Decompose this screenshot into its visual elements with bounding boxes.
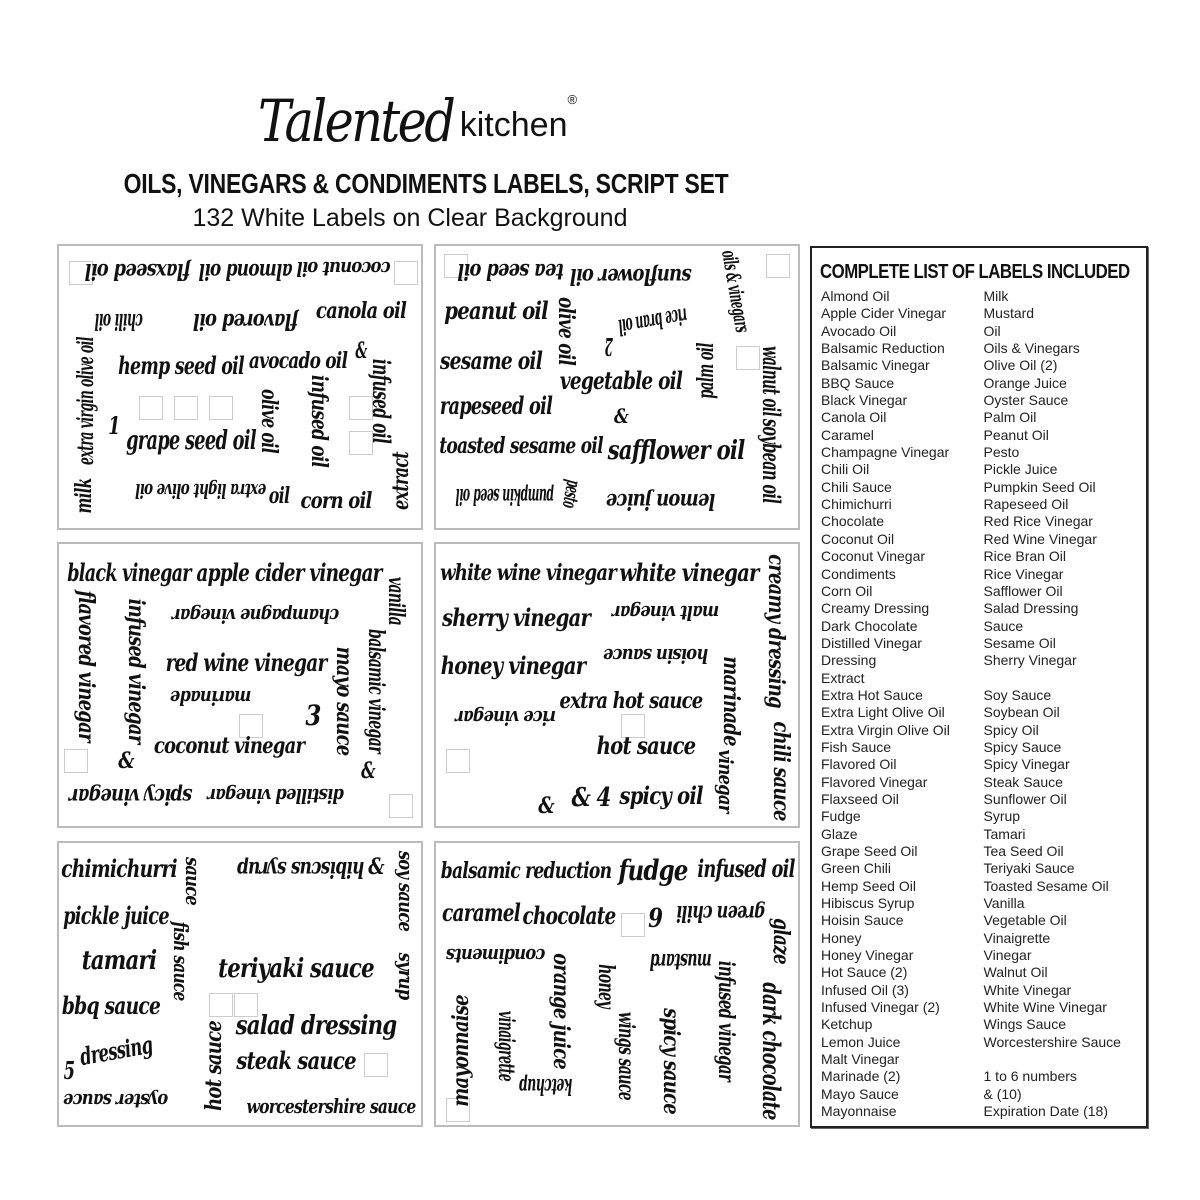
- script-label: creamy dressing: [763, 554, 789, 708]
- list-item: Extract: [821, 669, 865, 686]
- script-label: green chili: [676, 900, 766, 926]
- script-label: rapeseed oil: [439, 391, 553, 420]
- expiration-date-label: [446, 749, 470, 773]
- script-label: milk: [71, 478, 97, 514]
- list-item: Pickle Juice: [983, 461, 1058, 478]
- script-label: black vinegar: [67, 558, 191, 587]
- script-label: salad dressing: [235, 1011, 397, 1041]
- script-label: marinade: [170, 686, 252, 710]
- list-item: Fudge: [821, 808, 861, 825]
- list-item: Spicy Oil: [983, 721, 1039, 738]
- list-item: Flavored Vinegar: [821, 773, 928, 790]
- list-item: Dark Chocolate: [821, 617, 918, 634]
- script-label: &: [368, 854, 384, 880]
- list-item: Flaxseed Oil: [821, 790, 899, 807]
- script-label: orange juice: [548, 953, 574, 1069]
- list-item: Mustard: [983, 305, 1035, 322]
- list-heading: COMPLETE LIST OF LABELS INCLUDED: [820, 261, 1130, 283]
- script-label: safflower oil: [607, 436, 745, 466]
- script-label: 5: [63, 1056, 75, 1085]
- list-item: Black Vinegar: [821, 392, 908, 409]
- list-item: Coconut Vinegar: [821, 548, 926, 565]
- list-item: Hot Sauce (2): [821, 964, 908, 981]
- expiration-date-label: [364, 1053, 388, 1077]
- list-item: Oil: [983, 322, 1001, 339]
- script-label: oils & vinegars: [717, 248, 755, 334]
- list-item: Spicy Vinegar: [983, 756, 1070, 773]
- list-item: Distilled Vinegar: [821, 634, 922, 651]
- script-label: mustard: [650, 948, 712, 974]
- script-label: chili oil: [95, 308, 143, 334]
- script-label: infused oil: [367, 358, 396, 444]
- script-label: white wine vinegar: [440, 560, 616, 586]
- list-item: Vanilla: [983, 895, 1025, 912]
- list-item: Chili Oil: [821, 461, 870, 478]
- script-label: flavored vinegar: [73, 590, 99, 742]
- script-label: rice vinegar: [455, 706, 557, 730]
- script-label: wings sauce: [613, 1011, 639, 1101]
- script-label: extra virgin olive oil: [73, 337, 99, 465]
- script-label: dressing: [77, 1029, 155, 1072]
- list-left-column: [821, 288, 984, 1121]
- list-item: Apple Cider Vinegar: [821, 305, 947, 322]
- script-label: mayonnaise: [448, 995, 474, 1107]
- list-item: Ketchup: [821, 1016, 873, 1033]
- list-item: Steak Sauce: [983, 773, 1063, 790]
- list-item: Flavored Oil: [821, 756, 897, 773]
- script-label: hoisin sauce: [603, 644, 709, 668]
- list-item: Tamari: [983, 825, 1026, 842]
- list-item: Dressing: [821, 652, 877, 669]
- script-label: red wine vinegar: [165, 648, 327, 677]
- script-label: worcestershire sauce: [246, 1094, 416, 1118]
- list-item: Grape Seed Oil: [821, 843, 918, 859]
- script-label: fudge: [618, 854, 688, 887]
- list-item: Corn Oil: [821, 582, 873, 599]
- script-label: extract: [388, 452, 414, 510]
- script-label: marinade: [718, 656, 744, 746]
- script-label: balsamic reduction: [440, 858, 612, 884]
- script-label: sauce: [181, 856, 205, 906]
- list-item: Fish Sauce: [821, 738, 892, 755]
- list-item: Chocolate: [821, 513, 885, 530]
- script-label: coconut oil: [297, 257, 391, 281]
- script-label: steak sauce: [236, 1046, 356, 1075]
- script-label: olive oil: [553, 297, 579, 365]
- list-item: Extra Virgin Olive Oil: [821, 721, 950, 738]
- script-label: walnut oil: [757, 345, 786, 417]
- script-label: &: [538, 793, 554, 819]
- label-sheet-3: [57, 542, 423, 828]
- script-label: canola oil: [315, 298, 407, 324]
- script-label: 1: [108, 411, 120, 440]
- script-label: almond oil: [199, 258, 293, 284]
- list-item: Sunflower Oil: [983, 790, 1067, 807]
- list-item: Almond Oil: [821, 288, 890, 304]
- brand-word: kitchen: [459, 106, 568, 144]
- script-label: white vinegar: [619, 558, 759, 587]
- list-item: Teriyaki Sauce: [983, 860, 1075, 877]
- expiration-date-label: [139, 396, 163, 420]
- script-label: ketchup: [519, 1073, 573, 1099]
- list-item: Pumpkin Seed Oil: [983, 478, 1096, 495]
- list-item: Orange Juice: [983, 374, 1067, 391]
- script-label: fish sauce: [169, 921, 193, 1001]
- script-label: mayo sauce: [331, 646, 357, 756]
- list-item: Mayo Sauce: [821, 1085, 899, 1102]
- list-item: Peanut Oil: [983, 426, 1049, 443]
- list-item: Caramel: [821, 426, 874, 443]
- list-item: Extra Hot Sauce: [821, 686, 923, 703]
- list-item: Extra Light Olive Oil: [821, 704, 945, 721]
- script-label: flaxseed oil: [85, 258, 191, 284]
- script-label: olive oil: [256, 389, 282, 453]
- script-label: pumpkin seed oil: [455, 483, 555, 509]
- list-item: Expiration Date (18): [983, 1103, 1109, 1120]
- label-sheet-4: [434, 542, 800, 828]
- list-item: Canola Oil: [821, 409, 887, 426]
- list-item: Toasted Sesame Oil: [983, 877, 1109, 894]
- list-item: Soybean Oil: [983, 704, 1060, 721]
- script-label: chili sauce: [768, 721, 794, 821]
- list-item: Wings Sauce: [983, 1016, 1066, 1033]
- script-label: malt vinegar: [612, 601, 720, 625]
- script-label: &: [361, 758, 375, 784]
- script-label: chimichurri: [61, 854, 177, 883]
- list-item: Hibiscus Syrup: [821, 895, 915, 912]
- list-item: White Wine Vinegar: [983, 999, 1107, 1016]
- script-label: glaze: [768, 918, 794, 964]
- list-item: Pesto: [983, 444, 1020, 461]
- script-label: 2: [605, 332, 613, 361]
- expiration-date-label: [621, 913, 645, 937]
- list-item: Rapeseed Oil: [983, 496, 1069, 513]
- script-label: vinaigrette: [493, 1010, 519, 1082]
- list-item: Sesame Oil: [983, 634, 1056, 651]
- script-label: coconut vinegar: [153, 733, 305, 759]
- list-item: Coconut Oil: [821, 530, 895, 547]
- expiration-date-label: [209, 993, 233, 1017]
- script-label: chocolate: [522, 901, 616, 930]
- script-label: oyster sauce: [63, 1089, 169, 1113]
- script-label: avocado oil: [248, 348, 348, 374]
- script-label: &: [355, 338, 367, 364]
- list-item: Palm Oil: [983, 409, 1037, 426]
- script-label: vinegar: [714, 749, 738, 813]
- list-item: Chimichurri: [821, 496, 892, 513]
- script-label: toasted sesame oil: [439, 433, 603, 459]
- script-label: hot sauce: [201, 1021, 227, 1111]
- label-sheet-5: [57, 841, 423, 1127]
- script-label: corn oil: [300, 488, 372, 514]
- script-label: pesto: [557, 478, 587, 510]
- label-sheet-2: [434, 244, 800, 530]
- list-item: Hoisin Sauce: [821, 912, 904, 929]
- list-item: Sherry Vinegar: [983, 652, 1077, 669]
- script-label: tea seed oil: [458, 258, 564, 284]
- script-label: pickle juice: [63, 901, 169, 930]
- script-label: bbq sauce: [61, 991, 161, 1020]
- expiration-date-label: [209, 396, 233, 420]
- script-label: honey vinegar: [440, 651, 586, 680]
- script-label: &: [614, 404, 628, 428]
- list-item: Safflower Oil: [983, 582, 1063, 599]
- script-label: distilled vinegar: [208, 784, 344, 808]
- script-label: extra light olive oil: [135, 479, 267, 503]
- script-label: grape seed oil: [126, 426, 256, 456]
- list-item: Creamy Dressing: [821, 600, 930, 617]
- script-label: vanilla: [383, 576, 409, 626]
- script-label: infused oil: [306, 374, 332, 468]
- list-item: Honey Vinegar: [821, 947, 914, 964]
- script-label: & 4: [571, 783, 611, 813]
- list-item: Marinade (2): [821, 1068, 901, 1085]
- list-item: Soy Sauce: [983, 686, 1052, 703]
- list-item: BBQ Sauce: [821, 374, 895, 391]
- script-label: syrup: [394, 952, 418, 1000]
- script-label: apple cider vinegar: [196, 558, 382, 587]
- script-label: &: [118, 748, 134, 774]
- expiration-date-label: [64, 749, 88, 773]
- list-item: Mayonnaise: [821, 1103, 897, 1120]
- script-label: hot sauce: [596, 731, 696, 760]
- list-item: Salad Dressing: [983, 600, 1079, 617]
- script-label: palm oil: [693, 343, 719, 399]
- list-item: Milk: [983, 288, 1009, 304]
- list-item: [984, 1051, 1147, 1068]
- list-item: Syrup: [983, 808, 1021, 825]
- script-label: tamari: [81, 946, 157, 976]
- list-item: Vegetable Oil: [983, 912, 1067, 929]
- list-right-column: [984, 288, 1147, 1121]
- list-item: Avocado Oil: [821, 322, 897, 339]
- list-item: 1 to 6 numbers: [983, 1068, 1077, 1085]
- list-item: Olive Oil (2): [983, 357, 1058, 374]
- list-item: Honey: [821, 929, 862, 946]
- list-item: Rice Vinegar: [983, 565, 1064, 582]
- list-item: Worcestershire Sauce: [983, 1033, 1121, 1050]
- list-item: Oyster Sauce: [983, 392, 1069, 409]
- list-item: Rice Bran Oil: [983, 548, 1066, 565]
- list-item: Green Chili: [821, 860, 892, 877]
- list-item: Hemp Seed Oil: [821, 877, 916, 894]
- script-label: sherry vinegar: [441, 603, 591, 632]
- product-title: OILS, VINEGARS & CONDIMENTS LABELS, SCRIPT SET: [123, 168, 729, 199]
- script-label: balsamic vinegar: [363, 628, 389, 754]
- list-item: Red Wine Vinegar: [983, 530, 1097, 547]
- list-item: Champagne Vinegar: [821, 444, 950, 461]
- list-item: [984, 670, 1147, 687]
- list-item: Vinegar: [983, 947, 1032, 964]
- script-label: hemp seed oil: [118, 351, 244, 380]
- label-sheet-1: [57, 244, 423, 530]
- script-label: dark chocolate: [757, 982, 786, 1120]
- list-item: Condiments: [821, 565, 896, 582]
- expiration-date-label: [389, 794, 413, 818]
- list-item: Infused Vinegar (2): [821, 999, 940, 1016]
- script-label: infused vinegar: [713, 960, 739, 1082]
- script-label: spicy oil: [619, 781, 703, 810]
- list-item: Walnut Oil: [983, 964, 1048, 981]
- script-label: condiments: [446, 944, 546, 968]
- list-item: Infused Oil (3): [821, 981, 909, 998]
- script-label: sunflower oil: [570, 263, 692, 289]
- expiration-date-label: [394, 261, 418, 285]
- script-label: spicy vinegar: [69, 783, 193, 809]
- list-item: Oils & Vinegars: [983, 340, 1080, 357]
- list-item: Lemon Juice: [821, 1033, 901, 1050]
- list-item: White Vinegar: [983, 981, 1072, 998]
- expiration-date-label: [174, 396, 198, 420]
- list-item: Sauce: [983, 617, 1024, 634]
- list-item: Balsamic Vinegar: [821, 357, 930, 374]
- script-label: caramel: [442, 898, 520, 927]
- brand-script: Talented: [258, 87, 454, 155]
- script-label: peanut oil: [444, 296, 548, 325]
- script-label: hibiscus syrup: [237, 856, 365, 882]
- brand-logo: [258, 70, 578, 155]
- registered-mark: ®: [567, 92, 578, 107]
- script-label: soy sauce: [394, 850, 418, 932]
- list-item: Spicy Sauce: [983, 738, 1062, 755]
- list-item: Chili Sauce: [821, 478, 892, 495]
- script-label: oil: [268, 483, 290, 509]
- script-label: rice bran oil: [616, 302, 690, 340]
- label-sheet-6: [434, 841, 800, 1127]
- script-label: spicy sauce: [658, 1008, 684, 1114]
- script-label: flavored oil: [193, 308, 299, 334]
- list-item: & (10): [983, 1085, 1022, 1102]
- list-item: Red Rice Vinegar: [983, 513, 1093, 530]
- complete-label-list: [810, 246, 1148, 1128]
- list-item: Glaze: [821, 825, 858, 842]
- script-label: infused oil: [697, 854, 795, 883]
- script-label: teriyaki sauce: [218, 954, 374, 984]
- product-subtitle: 132 White Labels on Clear Background: [192, 204, 628, 232]
- script-label: extra hot sauce: [559, 688, 703, 714]
- script-label: honey: [593, 964, 619, 1008]
- list-item: Balsamic Reduction: [821, 340, 945, 357]
- list-item: Malt Vinegar: [821, 1051, 900, 1068]
- script-label: lemon juice: [606, 488, 716, 514]
- script-label: soybean oil: [757, 418, 786, 504]
- script-label: sesame oil: [439, 346, 543, 375]
- script-label: 6: [648, 901, 664, 931]
- script-label: 3: [305, 699, 321, 732]
- list-item: Vinaigrette: [983, 929, 1051, 946]
- list-item: Tea Seed Oil: [983, 843, 1064, 859]
- script-label: infused vinegar: [123, 598, 149, 744]
- expiration-date-label: [766, 254, 790, 278]
- script-label: vegetable oil: [559, 366, 683, 395]
- script-label: champagne vinegar: [172, 604, 340, 628]
